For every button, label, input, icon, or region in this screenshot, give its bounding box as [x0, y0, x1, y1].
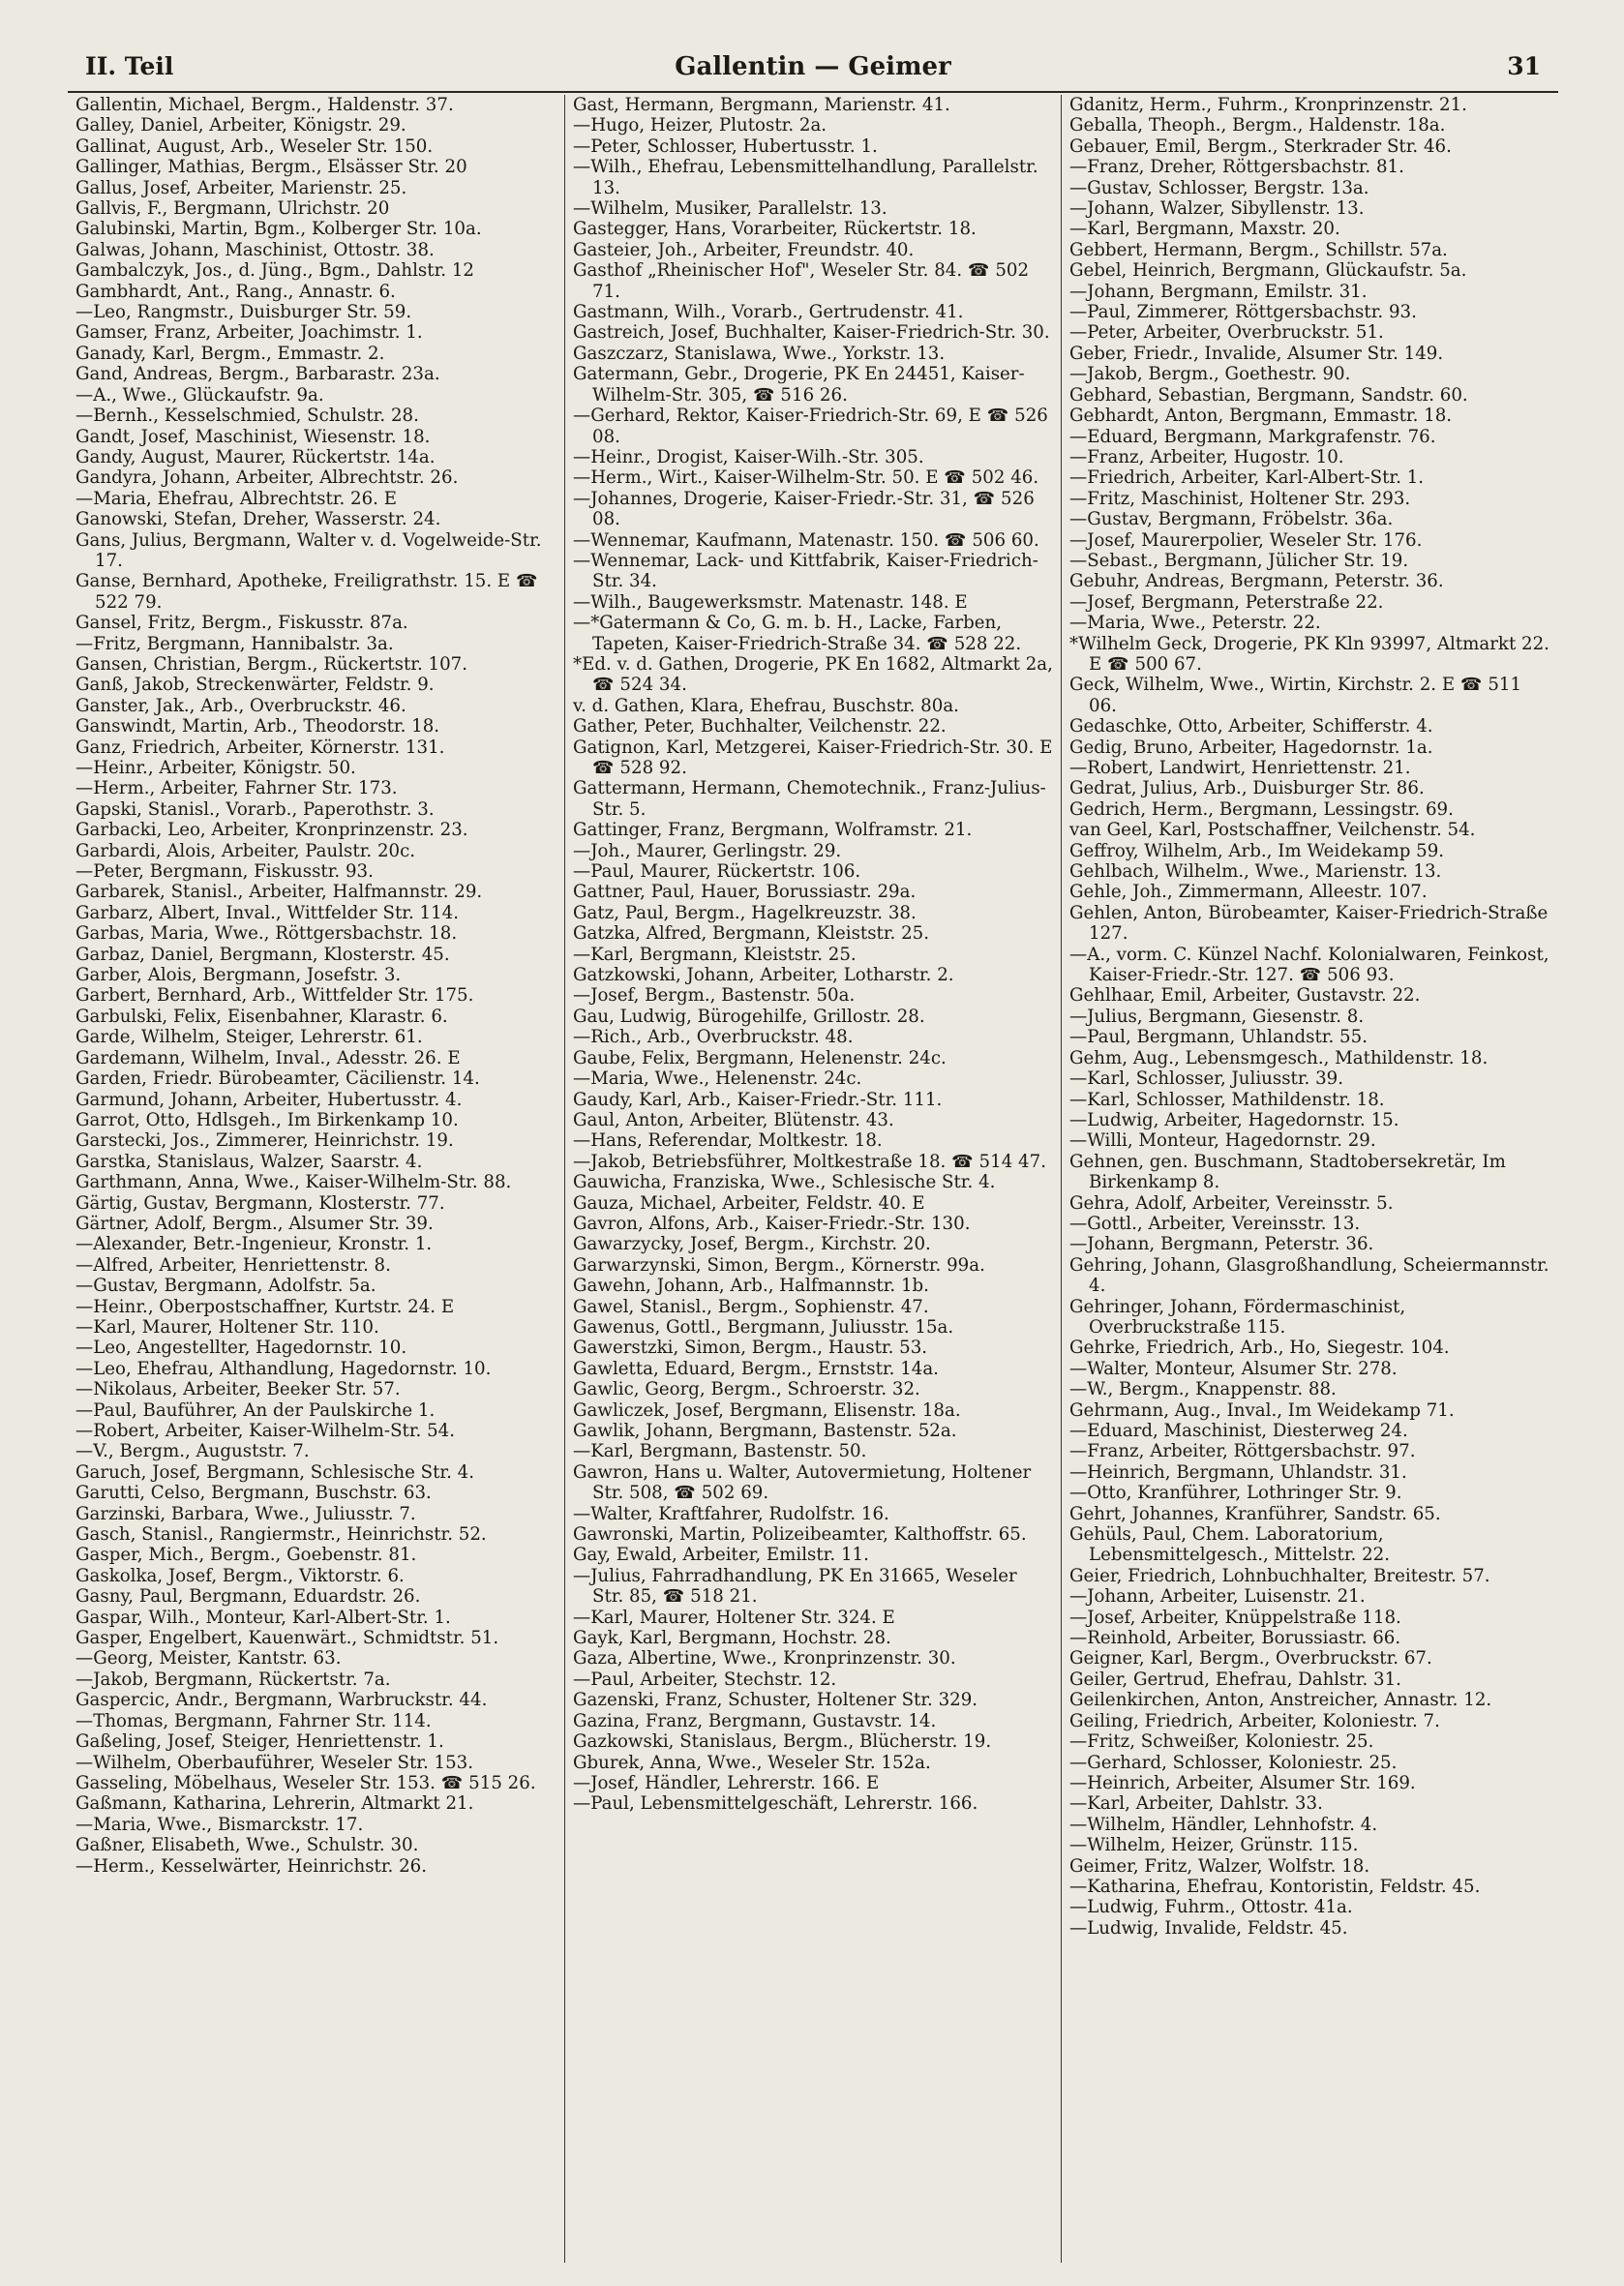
directory-entry: —Ludwig, Fuhrm., Ottostr. 41a.	[1069, 1897, 1353, 1918]
directory-entry: —Wilhelm, Musiker, Parallelstr. 13.	[573, 198, 887, 220]
directory-entry: —Wilh., Ehefrau, Lebensmittelhandlung, Parallelstr. 13.	[573, 157, 1038, 198]
directory-entry: v. d. Gathen, Klara, Ehefrau, Buschstr. 80a.	[573, 695, 959, 716]
directory-entry: —Paul, Lebensmittelgeschäft, Lehrerstr. 166.	[573, 1793, 978, 1815]
directory-entry: —A., Wwe., Glückaufstr. 9a.	[75, 384, 324, 406]
directory-columns	[68, 95, 1558, 2263]
directory-entry: —Thomas, Bergmann, Fahrner Str. 114.	[75, 1710, 432, 1731]
directory-entry: Geber, Friedr., Invalide, Alsumer Str. 149.	[1069, 343, 1444, 364]
directory-entry: —Jakob, Bergm., Goethestr. 90.	[1069, 364, 1351, 385]
directory-entry: *Wilhelm Geck, Drogerie, PK Kln 93997, Altmarkt 22. E ☎ 500 67.	[1069, 633, 1549, 675]
directory-entry: Garbardi, Alois, Arbeiter, Paulstr. 20c.	[75, 840, 416, 861]
directory-entry: —Leo, Angestellter, Hagedornstr. 10.	[75, 1338, 407, 1359]
directory-entry: Gardemann, Wilhelm, Inval., Adesstr. 26. E	[75, 1047, 461, 1068]
directory-entry: —Gustav, Bergmann, Fröbelstr. 36a.	[1069, 509, 1394, 530]
directory-entry: —Herm., Wirt., Kaiser-Wilhelm-Str. 50. E ☎ 502 46.	[573, 467, 1039, 489]
directory-entry: —Johann, Arbeiter, Luisenstr. 21.	[1069, 1586, 1366, 1608]
directory-entry: Gehrmann, Aug., Inval., Im Weidekamp 71.	[1069, 1399, 1455, 1421]
directory-entry: —Heinr., Drogist, Kaiser-Wilh.-Str. 305.	[573, 446, 924, 467]
directory-entry: Garstka, Stanislaus, Walzer, Saarstr. 4.	[75, 1151, 423, 1172]
directory-entry: Gburek, Anna, Wwe., Weseler Str. 152a.	[573, 1752, 931, 1773]
directory-entry: —Rich., Arb., Overbruckstr. 48.	[573, 1027, 854, 1048]
directory-entry: Gandt, Josef, Maschinist, Wiesenstr. 18.	[75, 426, 431, 447]
directory-entry: —Herm., Kesselwärter, Heinrichstr. 26.	[75, 1855, 428, 1877]
directory-entry: —Robert, Landwirt, Henriettenstr. 21.	[1069, 758, 1411, 778]
directory-entry: —W., Bergm., Knappenstr. 88.	[1069, 1379, 1337, 1400]
directory-entry: Ganowski, Stefan, Dreher, Wasserstr. 24.	[75, 509, 441, 530]
directory-entry: Gatzka, Alfred, Bergmann, Kleiststr. 25.	[573, 923, 930, 945]
directory-entry: —Paul, Bauführer, An der Paulskirche 1.	[75, 1399, 436, 1421]
directory-entry: —Heinr., Oberpostschaffner, Kurtstr. 24. E	[75, 1296, 455, 1317]
directory-entry: Gast, Hermann, Bergmann, Marienstr. 41.	[573, 95, 950, 115]
directory-entry: Gehrke, Friedrich, Arb., Ho, Siegestr. 104.	[1069, 1338, 1450, 1359]
directory-entry: Gatzkowski, Johann, Arbeiter, Lotharstr. 2.	[573, 965, 954, 986]
directory-entry: —Ludwig, Invalide, Feldstr. 45.	[1069, 1917, 1348, 1939]
directory-entry: Gdanitz, Herm., Fuhrm., Kronprinzenstr. 21.	[1069, 95, 1467, 115]
directory-entry: Gedig, Bruno, Arbeiter, Hagedornstr. 1a.	[1069, 737, 1433, 758]
directory-entry: —Josef, Maurerpolier, Weseler Str. 176.	[1069, 529, 1423, 551]
directory-entry: —Nikolaus, Arbeiter, Beeker Str. 57.	[75, 1379, 401, 1400]
directory-entry: Gebhardt, Anton, Bergmann, Emmastr. 18.	[1069, 406, 1453, 427]
directory-entry: —Johann, Bergmann, Peterstr. 36.	[1069, 1234, 1374, 1255]
directory-entry: Gallinat, August, Arb., Weseler Str. 150.	[75, 135, 434, 157]
directory-entry: Gehra, Adolf, Arbeiter, Vereinsstr. 5.	[1069, 1192, 1394, 1214]
directory-entry: —Karl, Schlosser, Juliusstr. 39.	[1069, 1068, 1344, 1090]
directory-entry: —Johannes, Drogerie, Kaiser-Friedr.-Str. 31, ☎ 526 08.	[573, 488, 1035, 530]
directory-entry: Gallvis, F., Bergmann, Ulrichstr. 20	[75, 198, 390, 220]
directory-entry: Gand, Andreas, Bergm., Barbarastr. 23a.	[75, 364, 440, 385]
directory-entry: Gebhard, Sebastian, Bergmann, Sandstr. 60.	[1069, 384, 1468, 406]
directory-entry: Gayk, Karl, Bergmann, Hochstr. 28.	[573, 1628, 891, 1649]
directory-entry: —Franz, Arbeiter, Röttgersbachstr. 97.	[1069, 1441, 1416, 1462]
directory-entry: Gawehn, Johann, Arb., Halfmannstr. 1b.	[573, 1276, 929, 1297]
directory-entry: —Eduard, Bergmann, Markgrafenstr. 76.	[1069, 426, 1436, 447]
directory-entry: Geigner, Karl, Bergm., Overbruckstr. 67.	[1069, 1648, 1432, 1669]
directory-entry: Gapski, Stanisl., Vorarb., Paperothstr. 3.	[75, 798, 435, 820]
directory-entry: —Robert, Arbeiter, Kaiser-Wilhelm-Str. 54.	[75, 1421, 456, 1441]
directory-entry: Garrot, Otto, Hdlsgeh., Im Birkenkamp 10.	[75, 1109, 459, 1130]
directory-entry: Ganster, Jak., Arb., Overbruckstr. 46.	[75, 695, 406, 716]
directory-entry: Gärtner, Adolf, Bergm., Alsumer Str. 39.	[75, 1213, 434, 1234]
directory-entry: Gaube, Felix, Bergmann, Helenenstr. 24c.	[573, 1047, 947, 1068]
directory-entry: Gasper, Mich., Bergm., Goebenstr. 81.	[75, 1545, 417, 1566]
directory-entry: Gaudy, Karl, Arb., Kaiser-Friedr.-Str. 111.	[573, 1089, 943, 1110]
directory-entry: —Ludwig, Arbeiter, Hagedornstr. 15.	[1069, 1109, 1399, 1130]
directory-entry: —Wilh., Baugewerksmstr. Matenastr. 148. E	[573, 591, 968, 613]
directory-entry: —*Gatermann & Co, G. m. b. H., Lacke, Farben, Tapeten, Kaiser-Friedrich-Straße 34. ☎ 528 22.	[573, 613, 1022, 654]
directory-entry: Gaßeling, Josef, Steiger, Henriettenstr. 1.	[75, 1731, 444, 1753]
directory-entry: Gawenus, Gottl., Bergmann, Juliusstr. 15a.	[573, 1316, 954, 1338]
directory-entry: Garbarz, Albert, Inval., Wittfelder Str. 114.	[75, 902, 460, 923]
directory-entry: —Hugo, Heizer, Plutostr. 2a.	[573, 115, 827, 136]
directory-entry: Gehnen, gen. Buschmann, Stadtobersekretär, Im Birkenkamp 8.	[1069, 1151, 1506, 1193]
directory-entry: Ganse, Bernhard, Apotheke, Freiligrathstr. 15. E ☎ 522 79.	[75, 571, 538, 613]
directory-entry: Gawerstzki, Simon, Bergm., Haustr. 53.	[573, 1338, 928, 1359]
directory-entry: Gasteier, Joh., Arbeiter, Freundstr. 40.	[573, 239, 915, 260]
directory-entry: Gauza, Michael, Arbeiter, Feldstr. 40. E	[573, 1192, 925, 1214]
directory-entry: Gawliczek, Josef, Bergmann, Elisenstr. 18a.	[573, 1399, 961, 1421]
directory-entry: Geffroy, Wilhelm, Arb., Im Weidekamp 59.	[1069, 840, 1445, 861]
directory-entry: —Peter, Arbeiter, Overbruckstr. 51.	[1069, 322, 1384, 344]
directory-entry: —Sebast., Bergmann, Jülicher Str. 19.	[1069, 550, 1409, 571]
directory-entry: Gehring, Johann, Glasgroßhandlung, Scheiermannstr. 4.	[1069, 1254, 1549, 1297]
directory-entry: Ganady, Karl, Bergm., Emmastr. 2.	[75, 343, 385, 364]
directory-entry: Gans, Julius, Bergmann, Walter v. d. Vogelweide-Str. 17.	[75, 529, 542, 571]
directory-entry: Gehlen, Anton, Bürobeamter, Kaiser-Friedrich-Straße 127.	[1069, 902, 1549, 945]
directory-entry: —Paul, Zimmerer, Röttgersbachstr. 93.	[1069, 302, 1417, 323]
directory-entry: Gebauer, Emil, Bergm., Sterkrader Str. 46.	[1069, 135, 1452, 157]
directory-entry: Gaspar, Wilh., Monteur, Karl-Albert-Str. 1.	[75, 1607, 451, 1628]
directory-entry: —Karl, Schlosser, Mathildenstr. 18.	[1069, 1089, 1385, 1110]
directory-entry: —Josef, Händler, Lehrerstr. 166. E	[573, 1772, 880, 1793]
directory-entry: van Geel, Karl, Postschaffner, Veilchenstr. 54.	[1069, 820, 1476, 841]
directory-entry: Gasthof „Rheinischer Hof", Weseler Str. 84. ☎ 502 71.	[573, 260, 1030, 302]
directory-entry: Gansen, Christian, Bergm., Rückertstr. 107.	[75, 653, 468, 675]
directory-entry: Gau, Ludwig, Bürogehilfe, Grillostr. 28.	[573, 1006, 925, 1027]
directory-entry: —Willi, Monteur, Hagedornstr. 29.	[1069, 1130, 1376, 1152]
directory-entry: —Josef, Bergmann, Peterstraße 22.	[1069, 591, 1384, 613]
directory-entry: Garbacki, Leo, Arbeiter, Kronprinzenstr. 23.	[75, 820, 468, 841]
directory-entry: Gawronski, Martin, Polizeibeamter, Kalthoffstr. 65.	[573, 1524, 1027, 1546]
directory-entry: Geiler, Gertrud, Ehefrau, Dahlstr. 31.	[1069, 1669, 1401, 1690]
directory-entry: Gaspercic, Andr., Bergmann, Warbruckstr. 44.	[75, 1690, 488, 1711]
directory-entry: Ganß, Jakob, Streckenwärter, Feldstr. 9.	[75, 675, 435, 696]
directory-entry: Garde, Wilhelm, Steiger, Lehrerstr. 61.	[75, 1027, 423, 1048]
directory-entry: Gattinger, Franz, Bergmann, Wolframstr. 21.	[573, 820, 973, 841]
directory-entry: —Gerhard, Schlosser, Koloniestr. 25.	[1069, 1752, 1398, 1773]
directory-entry: Gawarzycky, Josef, Bergm., Kirchstr. 20.	[573, 1234, 931, 1255]
directory-entry: Garzinski, Barbara, Wwe., Juliusstr. 7.	[75, 1503, 416, 1524]
directory-entry: —Joh., Maurer, Gerlingstr. 29.	[573, 840, 842, 861]
directory-entry: Geier, Friedrich, Lohnbuchhalter, Breitestr. 57.	[1069, 1565, 1490, 1586]
directory-entry: Gedrat, Julius, Arb., Duisburger Str. 86.	[1069, 778, 1425, 799]
directory-entry: Garthmann, Anna, Wwe., Kaiser-Wilhelm-Str. 88.	[75, 1172, 512, 1193]
directory-entry: —Wennemar, Lack- und Kittfabrik, Kaiser-Friedrich-Str. 34.	[573, 550, 1038, 592]
directory-entry: Gehlhaar, Emil, Arbeiter, Gustavstr. 22.	[1069, 985, 1421, 1007]
directory-entry: Gawel, Stanisl., Bergm., Sophienstr. 47.	[573, 1296, 929, 1317]
directory-entry: Gay, Ewald, Arbeiter, Emilstr. 11.	[573, 1545, 869, 1566]
directory-entry: Gazina, Franz, Bergmann, Gustavstr. 14.	[573, 1710, 937, 1731]
directory-entry: —Wennemar, Kaufmann, Matenastr. 150. ☎ 506 60.	[573, 529, 1039, 551]
directory-entry: —Georg, Meister, Kantstr. 63.	[75, 1648, 342, 1669]
directory-entry: Geilenkirchen, Anton, Anstreicher, Annastr. 12.	[1069, 1690, 1492, 1711]
directory-entry: —Walter, Kraftfahrer, Rudolfstr. 16.	[573, 1503, 889, 1524]
directory-entry: —Gustav, Schlosser, Bergstr. 13a.	[1069, 177, 1369, 198]
directory-entry: —Gustav, Bergmann, Adolfstr. 5a.	[75, 1276, 376, 1297]
page-header	[68, 50, 1558, 93]
directory-entry: Garbulski, Felix, Eisenbahner, Klarastr. 6.	[75, 1006, 448, 1027]
directory-entry: Gaskolka, Josef, Bergm., Viktorstr. 6.	[75, 1565, 405, 1586]
directory-entry: Gehlbach, Wilhelm., Wwe., Marienstr. 13.	[1069, 861, 1442, 883]
directory-entry: Gehrt, Johannes, Kranführer, Sandstr. 65.	[1069, 1503, 1441, 1524]
directory-entry: —Alfred, Arbeiter, Henriettenstr. 8.	[75, 1254, 391, 1276]
directory-entry: Gattermann, Hermann, Chemotechnik., Franz-Julius-Str. 5.	[573, 778, 1046, 820]
directory-entry: Gedaschke, Otto, Arbeiter, Schifferstr. 4.	[1069, 716, 1433, 737]
directory-entry: Gastmann, Wilh., Vorarb., Gertrudenstr. 41.	[573, 302, 964, 323]
directory-entry: —Fritz, Bergmann, Hannibalstr. 3a.	[75, 633, 394, 654]
column-2	[564, 95, 1061, 2263]
directory-entry: Gazenski, Franz, Schuster, Holtener Str. 329.	[573, 1690, 978, 1711]
directory-entry: Geck, Wilhelm, Wwe., Wirtin, Kirchstr. 2. E ☎ 511 06.	[1069, 675, 1522, 716]
directory-entry: Gatignon, Karl, Metzgerei, Kaiser-Friedrich-Str. 30. E ☎ 528 92.	[573, 737, 1053, 778]
page-title: Gallentin — Geimer	[675, 52, 951, 81]
directory-entry: —Julius, Bergmann, Giesenstr. 8.	[1069, 1006, 1365, 1027]
directory-entry: Gärtig, Gustav, Bergmann, Klosterstr. 77.	[75, 1192, 445, 1214]
directory-entry: —Franz, Arbeiter, Hugostr. 10.	[1069, 446, 1344, 467]
directory-entry: Garbas, Maria, Wwe., Röttgersbachstr. 18.	[75, 923, 458, 945]
directory-entry: Garmund, Johann, Arbeiter, Hubertusstr. 4.	[75, 1089, 463, 1110]
directory-entry: —Wilhelm, Händler, Lehnhofstr. 4.	[1069, 1814, 1378, 1835]
directory-entry: —Karl, Bergmann, Kleiststr. 25.	[573, 944, 857, 965]
directory-entry: Gawron, Hans u. Walter, Autovermietung, Holtener Str. 508, ☎ 502 69.	[573, 1461, 1032, 1504]
directory-entry: Gatz, Paul, Bergm., Hagelkreuzstr. 38.	[573, 902, 917, 923]
directory-entry: Gasch, Stanisl., Rangiermstr., Heinrichstr. 52.	[75, 1524, 487, 1546]
directory-entry: —Julius, Fahrradhandlung, PK En 31665, Weseler Str. 85, ☎ 518 21.	[573, 1565, 1017, 1608]
directory-entry: Galubinski, Martin, Bgm., Kolberger Str. 10a.	[75, 219, 482, 240]
directory-entry: —Bernh., Kesselschmied, Schulstr. 28.	[75, 406, 419, 427]
directory-entry: Gebel, Heinrich, Bergmann, Glückaufstr. 5a.	[1069, 260, 1467, 282]
directory-entry: —Paul, Maurer, Rückertstr. 106.	[573, 861, 861, 883]
directory-entry: —Wilhelm, Oberbauführer, Weseler Str. 153.	[75, 1752, 474, 1773]
directory-entry: Garbaz, Daniel, Bergmann, Klosterstr. 45.	[75, 944, 450, 965]
directory-entry: Garbert, Bernhard, Arb., Wittfelder Str. 175.	[75, 985, 474, 1007]
directory-entry: Geiling, Friedrich, Arbeiter, Koloniestr. 7.	[1069, 1710, 1440, 1731]
column-1	[68, 95, 564, 2263]
directory-entry: Gambalczyk, Jos., d. Jüng., Bgm., Dahlstr. 12	[75, 260, 474, 282]
directory-entry: Gehüls, Paul, Chem. Laboratorium, Lebensmittelgesch., Mittelstr. 22.	[1069, 1524, 1390, 1566]
directory-entry: Garber, Alois, Bergmann, Josefstr. 3.	[75, 965, 402, 986]
directory-entry: —Otto, Kranführer, Lothringer Str. 9.	[1069, 1483, 1402, 1504]
directory-entry: Gasper, Engelbert, Kauenwärt., Schmidtstr. 51.	[75, 1628, 499, 1649]
directory-entry: Gambhardt, Ant., Rang., Annastr. 6.	[75, 281, 396, 302]
directory-entry: —Karl, Arbeiter, Dahlstr. 33.	[1069, 1793, 1323, 1815]
directory-entry: Galley, Daniel, Arbeiter, Königstr. 29.	[75, 115, 406, 136]
directory-entry: —Johann, Walzer, Sibyllenstr. 13.	[1069, 198, 1365, 220]
directory-entry: Gaul, Anton, Arbeiter, Blütenstr. 43.	[573, 1109, 894, 1130]
column-3	[1061, 95, 1557, 2263]
directory-entry: —Maria, Wwe., Peterstr. 22.	[1069, 613, 1321, 634]
directory-entry: —Reinhold, Arbeiter, Borussiastr. 66.	[1069, 1628, 1401, 1649]
directory-entry: —Paul, Arbeiter, Stechstr. 12.	[573, 1669, 837, 1690]
directory-entry: —Peter, Schlosser, Hubertusstr. 1.	[573, 135, 878, 157]
directory-entry: —Jakob, Betriebsführer, Moltkestraße 18. ☎ 514 47.	[573, 1151, 1046, 1172]
directory-entry: —Heinrich, Bergmann, Uhlandstr. 31.	[1069, 1461, 1407, 1483]
page-number: 31	[1507, 52, 1541, 80]
directory-entry: Gaßmann, Katharina, Lehrerin, Altmarkt 21.	[75, 1793, 474, 1815]
directory-entry: —Wilhelm, Heizer, Grünstr. 115.	[1069, 1835, 1359, 1856]
directory-entry: Gawletta, Eduard, Bergm., Ernststr. 14a.	[573, 1358, 939, 1379]
directory-entry: —Friedrich, Arbeiter, Karl-Albert-Str. 1.	[1069, 467, 1425, 489]
directory-entry: —Herm., Arbeiter, Fahrner Str. 173.	[75, 778, 398, 799]
directory-entry: Garwarzynski, Simon, Bergm., Körnerstr. 99a.	[573, 1254, 985, 1276]
directory-entry: Gather, Peter, Buchhalter, Veilchenstr. 22.	[573, 716, 947, 737]
directory-entry: Garstecki, Jos., Zimmerer, Heinrichstr. 19.	[75, 1130, 454, 1152]
directory-entry: —A., vorm. C. Künzel Nachf. Kolonialwaren, Feinkost, Kaiser-Friedr.-Str. 127. ☎ 506 93.	[1069, 944, 1549, 986]
directory-entry: —Heinrich, Arbeiter, Alsumer Str. 169.	[1069, 1772, 1416, 1793]
directory-entry: Galwas, Johann, Maschinist, Ottostr. 38.	[75, 239, 435, 260]
directory-entry: —Fritz, Maschinist, Holtener Str. 293.	[1069, 488, 1411, 509]
directory-entry: Gamser, Franz, Arbeiter, Joachimstr. 1.	[75, 322, 423, 344]
directory-entry: Gebbert, Hermann, Bergm., Schillstr. 57a.	[1069, 239, 1448, 260]
directory-entry: Gehm, Aug., Lebensmgesch., Mathildenstr. 18.	[1069, 1047, 1489, 1068]
directory-entry: —Eduard, Maschinist, Diesterweg 24.	[1069, 1421, 1408, 1441]
directory-entry: Gazkowski, Stanislaus, Bergm., Blücherstr. 19.	[573, 1731, 992, 1753]
directory-entry: —Josef, Arbeiter, Knüppelstraße 118.	[1069, 1607, 1401, 1628]
directory-entry: Gatermann, Gebr., Drogerie, PK En 24451, Kaiser-Wilhelm-Str. 305, ☎ 516 26.	[573, 364, 1025, 406]
directory-entry: —Hans, Referendar, Moltkestr. 18.	[573, 1130, 883, 1152]
directory-entry: Garuch, Josef, Bergmann, Schlesische Str. 4.	[75, 1461, 475, 1483]
directory-entry: Gansel, Fritz, Bergm., Fiskusstr. 87a.	[75, 613, 408, 634]
directory-entry: —Karl, Bergmann, Bastenstr. 50.	[573, 1441, 867, 1462]
directory-entry: Gaßner, Elisabeth, Wwe., Schulstr. 30.	[75, 1835, 419, 1856]
directory-entry: Gehle, Joh., Zimmermann, Alleestr. 107.	[1069, 882, 1428, 903]
directory-entry: Gallinger, Mathias, Bergm., Elsässer Str. 20	[75, 157, 467, 178]
directory-entry: Gauwicha, Franziska, Wwe., Schlesische Str. 4.	[573, 1172, 996, 1193]
directory-entry: Gawlic, Georg, Bergm., Schroerstr. 32.	[573, 1379, 920, 1400]
directory-entry: —Fritz, Schweißer, Koloniestr. 25.	[1069, 1731, 1374, 1753]
directory-entry: Gasny, Paul, Bergmann, Eduardstr. 26.	[75, 1586, 421, 1608]
directory-entry: —Heinr., Arbeiter, Königstr. 50.	[75, 758, 356, 778]
directory-entry: —Karl, Maurer, Holtener Str. 110.	[75, 1316, 379, 1338]
directory-entry: —Leo, Ehefrau, Althandlung, Hagedornstr. 10.	[75, 1358, 492, 1379]
directory-entry: Gallus, Josef, Arbeiter, Marienstr. 25.	[75, 177, 407, 198]
directory-entry: —Peter, Bergmann, Fiskusstr. 93.	[75, 861, 374, 883]
directory-entry: —Maria, Ehefrau, Albrechtstr. 26. E	[75, 488, 398, 509]
directory-entry: Gedrich, Herm., Bergmann, Lessingstr. 69.	[1069, 798, 1454, 820]
directory-entry: Gebuhr, Andreas, Bergmann, Peterstr. 36.	[1069, 571, 1444, 592]
directory-entry: —Franz, Dreher, Röttgersbachstr. 81.	[1069, 157, 1404, 178]
directory-entry: Gehringer, Johann, Fördermaschinist, Overbruckstraße 115.	[1069, 1296, 1406, 1338]
directory-entry: Gandy, August, Maurer, Rückertstr. 14a.	[75, 446, 436, 467]
directory-entry: —Maria, Wwe., Helenenstr. 24c.	[573, 1068, 862, 1090]
directory-entry: —Karl, Maurer, Holtener Str. 324. E	[573, 1607, 895, 1628]
directory-entry: Geimer, Fritz, Walzer, Wolfstr. 18.	[1069, 1855, 1370, 1877]
directory-entry: —V., Bergm., Auguststr. 7.	[75, 1441, 310, 1462]
directory-entry: —Josef, Bergm., Bastenstr. 50a.	[573, 985, 856, 1007]
directory-entry: —Karl, Bergmann, Maxstr. 20.	[1069, 219, 1340, 240]
directory-entry: —Maria, Wwe., Bismarckstr. 17.	[75, 1814, 364, 1835]
directory-entry: —Gerhard, Rektor, Kaiser-Friedrich-Str. 69, E ☎ 526 08.	[573, 406, 1048, 447]
directory-entry: Ganswindt, Martin, Arb., Theodorstr. 18.	[75, 716, 440, 737]
directory-entry: —Alexander, Betr.-Ingenieur, Kronstr. 1.	[75, 1234, 433, 1255]
directory-entry: Garutti, Celso, Bergmann, Buschstr. 63.	[75, 1483, 432, 1504]
directory-entry: Gaza, Albertine, Wwe., Kronprinzenstr. 30.	[573, 1648, 956, 1669]
directory-entry: —Paul, Bergmann, Uhlandstr. 55.	[1069, 1027, 1368, 1048]
directory-entry: —Walter, Monteur, Alsumer Str. 278.	[1069, 1358, 1398, 1379]
directory-entry: Gaszczarz, Stanislawa, Wwe., Yorkstr. 13.	[573, 343, 946, 364]
directory-entry: Gastegger, Hans, Vorarbeiter, Rückertstr. 18.	[573, 219, 977, 240]
directory-entry: *Ed. v. d. Gathen, Drogerie, PK En 1682, Altmarkt 2a, ☎ 524 34.	[573, 653, 1053, 696]
directory-entry: —Johann, Bergmann, Emilstr. 31.	[1069, 281, 1368, 302]
directory-entry: Gallentin, Michael, Bergm., Haldenstr. 37.	[75, 95, 454, 115]
directory-entry: Ganz, Friedrich, Arbeiter, Körnerstr. 131.	[75, 737, 445, 758]
directory-entry: Garden, Friedr. Bürobeamter, Cäcilienstr. 14.	[75, 1068, 480, 1090]
directory-entry: Gattner, Paul, Hauer, Borussiastr. 29a.	[573, 882, 917, 903]
directory-entry: —Leo, Rangmstr., Duisburger Str. 59.	[75, 302, 412, 323]
directory-entry: Gawlik, Johann, Bergmann, Bastenstr. 52a.	[573, 1421, 957, 1441]
directory-entry: Gasseling, Möbelhaus, Weseler Str. 153. ☎ 515 26.	[75, 1772, 536, 1793]
directory-entry: Gastreich, Josef, Buchhalter, Kaiser-Friedrich-Str. 30.	[573, 322, 1050, 344]
directory-entry: Gandyra, Johann, Arbeiter, Albrechtstr. 26.	[75, 467, 459, 489]
directory-entry: —Jakob, Bergmann, Rückertstr. 7a.	[75, 1669, 391, 1690]
directory-entry: —Gottl., Arbeiter, Vereinsstr. 13.	[1069, 1213, 1361, 1234]
section-label: II. Teil	[85, 52, 174, 80]
directory-entry: —Katharina, Ehefrau, Kontoristin, Feldstr. 45.	[1069, 1876, 1481, 1897]
directory-entry: Garbarek, Stanisl., Arbeiter, Halfmannstr. 29.	[75, 882, 483, 903]
directory-entry: Gavron, Alfons, Arb., Kaiser-Friedr.-Str. 130.	[573, 1213, 971, 1234]
directory-entry: Geballa, Theoph., Bergm., Haldenstr. 18a.	[1069, 115, 1446, 136]
